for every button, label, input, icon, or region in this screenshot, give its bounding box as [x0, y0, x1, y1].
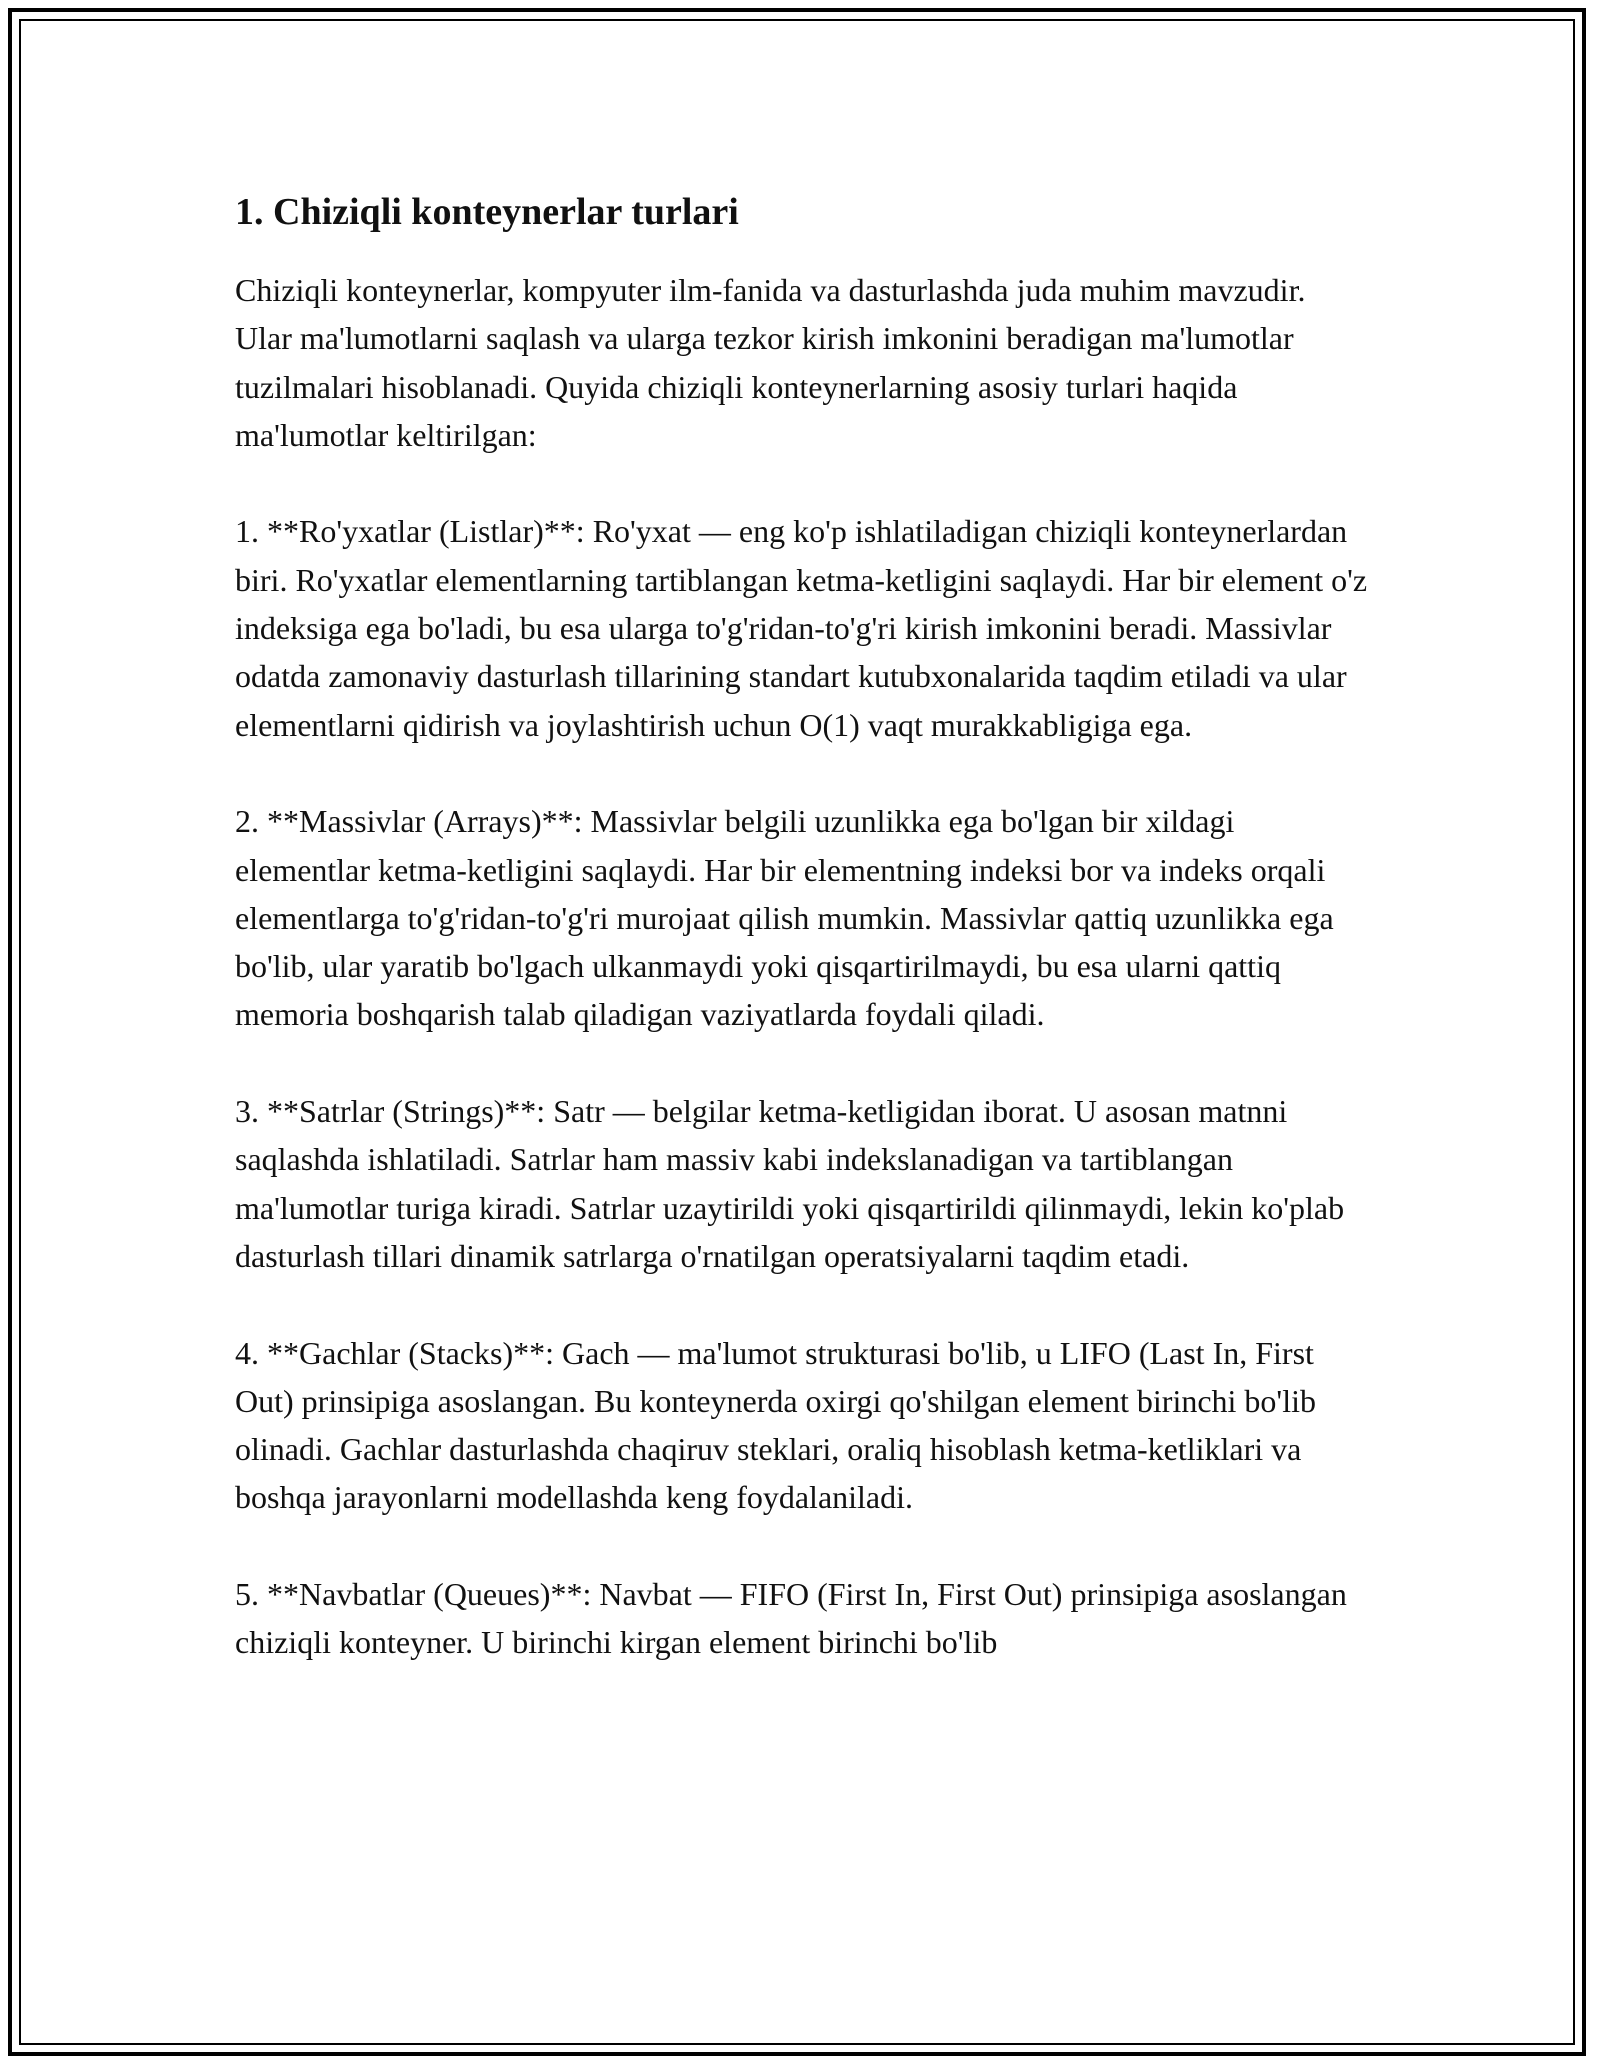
paragraph-arrays: 2. **Massivlar (Arrays)**: Massivlar belgili uzunlikka ega bo'lgan bir xildagi elementlar ketma-ketligini saqlaydi. Har bir elementning indeksi bor va indeks orqali elementlarga to'g'ridan-to'g'ri murojaat qilish mumkin. Massivlar qattiq uzunlikka ega bo'lib, ular yaratib bo'lgach ulkanmaydi yoki qisqartirilmaydi, bu esa ularni qattiq memoria boshqarish talab qiladigan vaziyatlarda foydali qiladi. — [235, 803, 1334, 1033]
intro-paragraph: Chiziqli konteynerlar, kompyuter ilm-fanida va dasturlashda juda muhim mavzudir. Ular ma'lumotlarni saqlash va ularga tezkor kirish imkonini beradigan ma'lumotlar tuzilmalari hisoblanadi. Quyida chiziqli konteynerlarning asosiy turlari haqida ma'lumotlar keltirilgan: — [235, 272, 1306, 453]
paragraph-strings: 3. **Satrlar (Strings)**: Satr — belgilar ketma-ketligidan iborat. U asosan matnni saqlashda ishlatiladi. Satrlar ham massiv kabi indekslanadigan va tartiblangan ma'lumotlar turiga kiradi. Satrlar uzaytirildi yoki qisqartirildi qilinmaydi, lekin ko'plab dasturlash tillari dinamik satrlarga o'rnatilgan operatsiyalarni taqdim etadi. — [235, 1093, 1345, 1274]
paragraph-lists: 1. **Ro'yxatlar (Listlar)**: Ro'yxat — eng ko'p ishlatiladigan chiziqli konteynerlardan biri. Ro'yxatlar elementlarning tartiblangan ketma-ketligini saqlaydi. Har bir element o'z indeksiga ega bo'ladi, bu esa ularga to'g'ridan-to'g'ri kirish imkonini beradi. Massivlar odatda zamonaviy dasturlash tillarining standart kutubxonalarida taqdim etiladi va ular elementlarni qidirish va joylashtirish uchun O(1) vaqt murakkabligiga ega. — [235, 513, 1368, 743]
paragraph-stacks: 4. **Gachlar (Stacks)**: Gach — ma'lumot strukturasi bo'lib, u LIFO (Last In, First Out) prinsipiga asoslangan. Bu konteynerda oxirgi qo'shilgan element birinchi bo'lib olinadi. Gachlar dasturlashda chaqiruv steklari, oraliq hisoblash ketma-ketliklari va boshqa jarayonlarni modellashda keng foydalaniladi. — [235, 1334, 1316, 1516]
document-body — [235, 186, 1370, 1715]
document-title: 1. Chiziqli konteynerlar turlari — [235, 191, 739, 233]
paragraph-queues: 5. **Navbatlar (Queues)**: Navbat — FIFO (First In, First Out) prinsipiga asoslangan chiziqli konteyner. U birinchi kirgan element birinchi bo'lib — [235, 1576, 1347, 1661]
